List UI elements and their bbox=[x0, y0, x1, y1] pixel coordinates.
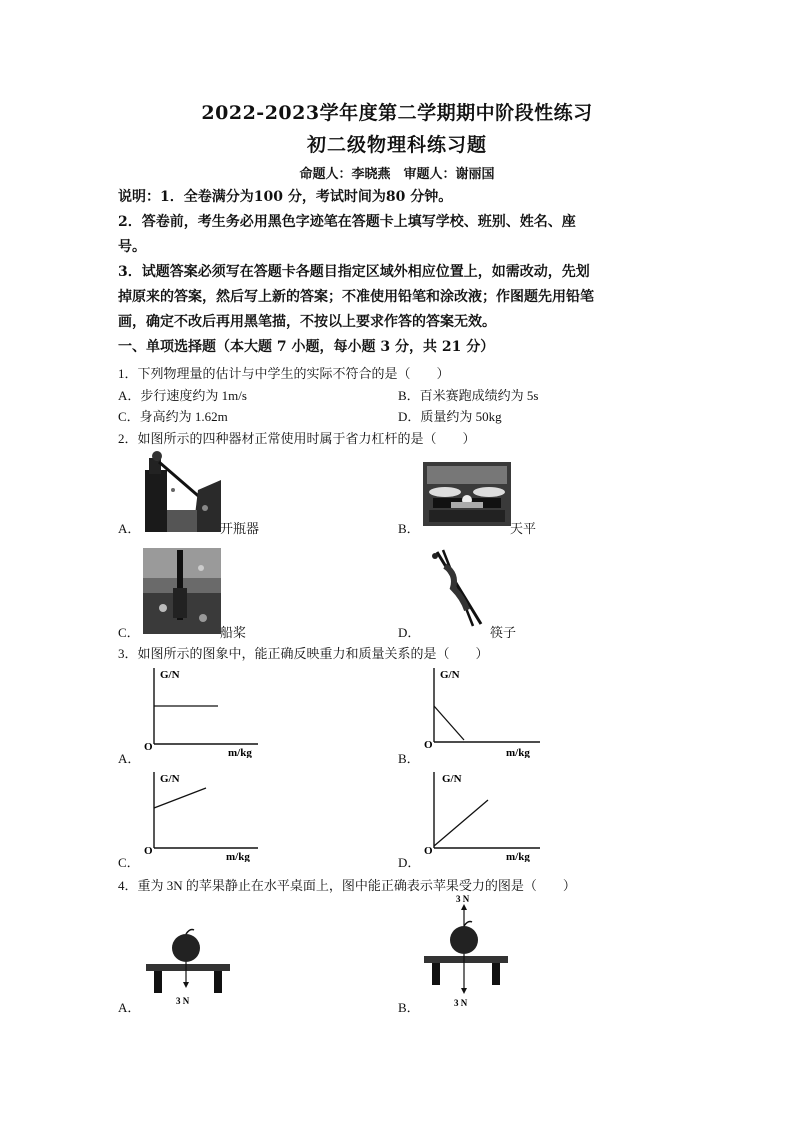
q1-option-a: A．步行速度约为 1m/s bbox=[118, 388, 247, 403]
q1-option-b: B．百米赛跑成绩约为 5s bbox=[398, 388, 539, 403]
instruction-line-6: 画，确定不改后再用黑笔描，不按以上要求作答的答案无效。 bbox=[118, 314, 496, 330]
balance-scale-image bbox=[423, 462, 511, 526]
q1-stem: 1．下列物理量的估计与中学生的实际不符合的是（ ） bbox=[118, 366, 450, 381]
q4-option-a-letter: A． bbox=[118, 1000, 141, 1015]
boat-oar-image bbox=[143, 548, 221, 634]
q2-option-a-letter: A． bbox=[118, 521, 141, 536]
apple-force-diagram-b bbox=[420, 892, 520, 1010]
q2-option-d-letter: D． bbox=[398, 625, 421, 640]
graph-c-line bbox=[154, 788, 206, 808]
graph-a-x-label: m/kg bbox=[228, 747, 252, 758]
graph-b bbox=[420, 664, 544, 758]
q2-option-b-letter: B． bbox=[398, 521, 420, 536]
q2-stem: 2．如图所示的四种器材正常使用时属于省力杠杆的是（ ） bbox=[118, 431, 476, 446]
exam-authors: 命题人：李晓燕 审题人：谢丽国 bbox=[299, 167, 495, 182]
graph-d bbox=[420, 766, 544, 862]
q3-option-d-letter: D． bbox=[398, 855, 421, 870]
q3-option-c-letter: C． bbox=[118, 855, 140, 870]
graph-b-origin: O bbox=[424, 739, 433, 751]
graph-c bbox=[140, 766, 260, 862]
instruction-line-4: 3．试题答案必须写在答题卡各题目指定区域外相应位置上，如需改动，先划 bbox=[118, 264, 590, 280]
instruction-line-3: 号。 bbox=[118, 239, 146, 255]
instruction-line-1: 说明：1．全卷满分为100 分，考试时间为80 分钟。 bbox=[118, 189, 453, 205]
graph-b-x-label: m/kg bbox=[506, 747, 530, 758]
q3-stem: 3．如图所示的图象中，能正确反映重力和质量关系的是（ ） bbox=[118, 646, 489, 661]
q4-option-b-letter: B． bbox=[398, 1000, 420, 1015]
q3-option-b-letter: B． bbox=[398, 751, 420, 766]
graph-b-line bbox=[434, 706, 464, 740]
force-label-b-down: 3 N bbox=[454, 998, 468, 1008]
instruction-line-2: 2．答卷前，考生务必用黑色字迹笔在答题卡上填写学校、班别、姓名、座 bbox=[118, 214, 576, 230]
apple-icon bbox=[172, 934, 200, 962]
force-label-b-up: 3 N bbox=[456, 894, 470, 904]
q2-option-c-letter: C． bbox=[118, 625, 140, 640]
apple-force-diagram-a bbox=[140, 926, 240, 1010]
instruction-line-5: 掉原来的答案，然后写上新的答案；不准使用铅笔和涂改液；作图题先用铅笔 bbox=[118, 289, 594, 305]
q1-option-d: D．质量约为 50kg bbox=[398, 409, 502, 424]
graph-c-origin: O bbox=[144, 845, 153, 857]
q3-option-a-letter: A． bbox=[118, 751, 141, 766]
graph-c-y-label: G/N bbox=[160, 773, 180, 785]
chopsticks-image bbox=[423, 548, 493, 630]
q2-option-c-text: 船桨 bbox=[220, 625, 247, 640]
apple-icon bbox=[450, 926, 478, 954]
section-heading: 一、单项选择题（本大题 7 小题，每小题 3 分，共 21 分） bbox=[118, 339, 495, 355]
graph-d-x-label: m/kg bbox=[506, 851, 530, 862]
bottle-opener-image bbox=[143, 450, 223, 532]
graph-d-origin: O bbox=[424, 845, 433, 857]
q4-stem: 4．重为 3N 的苹果静止在水平桌面上，图中能正确表示苹果受力的图是（ ） bbox=[118, 878, 576, 893]
graph-d-line bbox=[434, 800, 488, 846]
graph-a bbox=[140, 664, 260, 758]
graph-a-origin: O bbox=[144, 741, 153, 753]
graph-a-y-label: G/N bbox=[160, 669, 180, 681]
exam-subtitle: 初二级物理科练习题 bbox=[306, 134, 487, 156]
q1-option-c: C．身高约为 1.62m bbox=[118, 409, 228, 424]
q2-option-a-text: 开瓶器 bbox=[220, 521, 260, 536]
q2-option-b-text: 天平 bbox=[510, 521, 537, 536]
graph-d-y-label: G/N bbox=[442, 773, 462, 785]
q2-option-d-text: 筷子 bbox=[490, 625, 517, 640]
exam-title: 2022-2023学年度第二学期期中阶段性练习 bbox=[201, 102, 593, 124]
force-label-a: 3 N bbox=[176, 996, 190, 1006]
graph-c-x-label: m/kg bbox=[226, 851, 250, 862]
graph-b-y-label: G/N bbox=[440, 669, 460, 681]
